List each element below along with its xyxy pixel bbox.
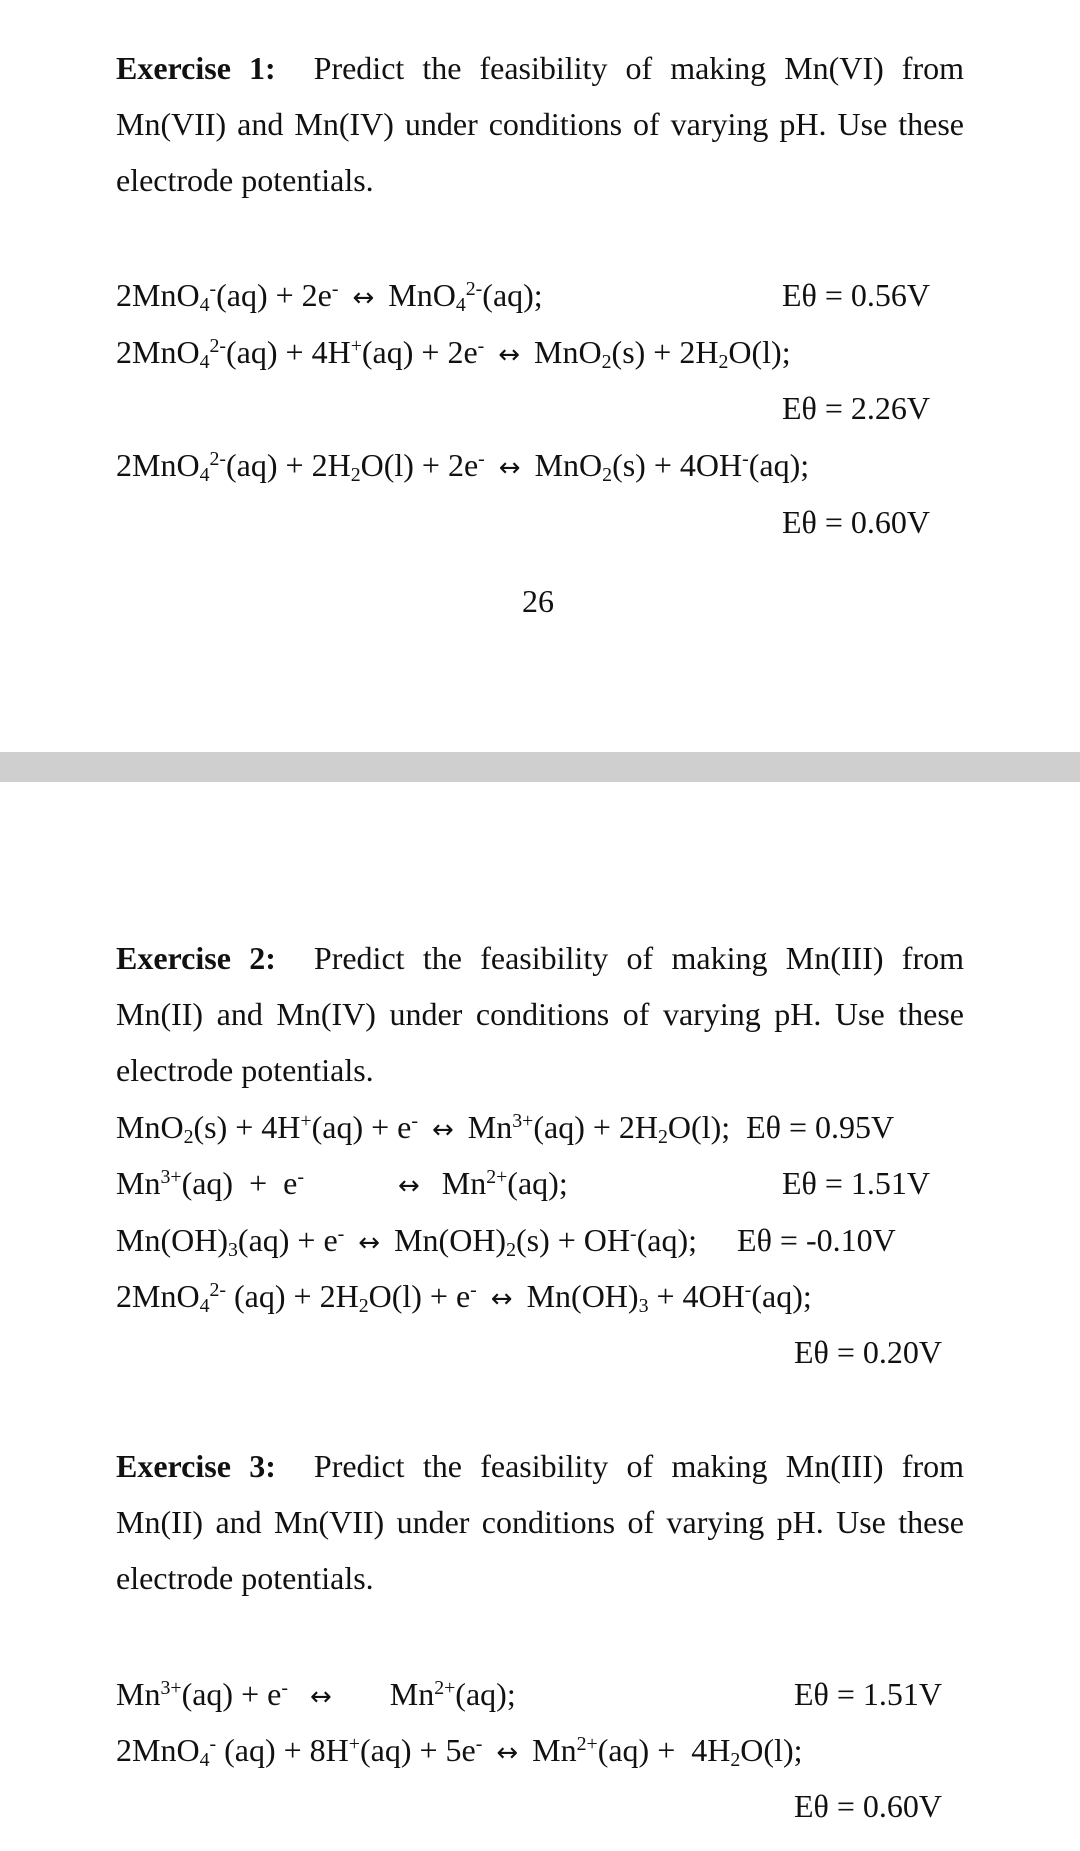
exercise-2-line-1: Exercise 2: Predict the feasibility of making Mn(III) from — [116, 940, 965, 976]
exercise-1-line-2: Mn(VII) and Mn(IV) under conditions of varying pH. Use these — [116, 106, 964, 142]
exercise-1-potential-2: Eθ = 2.26V — [781, 390, 930, 426]
exercise-2-potential-1: Eθ = 0.95V — [746, 1109, 895, 1145]
exercise-1-equation-3: $2MnO_4^{2-}(aq) + 2H_2O(l) + 2e^-$ ↔ MnO$_2$(s) + 4OH-(aq); — [116, 447, 810, 486]
exercise-3-potential-2: Eθ = 0.60V — [793, 1788, 942, 1824]
exercise-1-potential-1: Eθ = 0.56V — [781, 277, 930, 313]
exercise-2-label: Exercise 2: — [116, 940, 276, 976]
exercise-3-line-3: electrode potentials. — [116, 1560, 374, 1596]
exercise-2-equation-4: 2MnO$_4^{2-}$ $(aq) + 2H_2O(l) + e^-$ ↔ $Mn(OH)_3 + 4OH^-(aq)$; — [116, 1278, 812, 1317]
exercise-3-potential-1: Eθ = 1.51V — [793, 1676, 942, 1712]
exercise-1-prompt — [116, 40, 964, 208]
exercise-2-line-3: electrode potentials. — [116, 1052, 374, 1088]
exercise-2-potential-4: Eθ = 0.20V — [793, 1334, 942, 1370]
exercise-2-line-2: Mn(II) and Mn(IV) under conditions of varying pH. Use these — [116, 996, 964, 1032]
exercise-1-line-1: Exercise 1: Predict the feasibility of making Mn(VI) from — [116, 50, 965, 86]
exercise-3-equation-2: 2MnO$_4$- (aq) + 8H+(aq) + 5e- ↔ $Mn^{2+}(aq) + 4H_2O(l)$; — [116, 1732, 803, 1771]
exercise-1-potential-3: Eθ = 0.60V — [781, 504, 930, 540]
page-top — [0, 0, 1080, 752]
exercise-2-equation-3: $Mn(OH)_3(aq) + e^-$ ↔ $Mn(OH)_2(s) + OH^-(aq)$; Eθ = -0.10V — [116, 1222, 896, 1261]
exercise-1-equation-1: 2MnO$_4$-(aq) + 2e- ↔ MnO$_4^{2-}$(aq); — [116, 277, 543, 316]
page-divider — [0, 752, 1080, 782]
exercise-3-line-1: Exercise 3: Predict the feasibility of making Mn(III) from — [116, 1448, 965, 1484]
exercise-2-prompt — [116, 930, 964, 1098]
exercise-1-label: Exercise 1: — [116, 50, 276, 86]
exercise-3-prompt — [116, 1438, 964, 1606]
page-number: 26 — [522, 583, 554, 619]
exercise-1-line-3: electrode potentials. — [116, 162, 374, 198]
exercise-3-equation-1: $Mn^{3+}(aq) + e^-$ ↔ $Mn^{2+}(aq)$; — [116, 1676, 516, 1712]
exercise-2-equation-1: MnO$_2$(s) + 4H+(aq) + e- ↔ $Mn^{3+}(aq) + 2H_2O(l)$; Eθ = 0.95V — [116, 1109, 895, 1148]
exercise-2-equation-2: $Mn^{3+}(aq) + e^-$ ↔ $Mn^{2+}(aq)$; — [116, 1165, 568, 1201]
exercise-3-line-2: Mn(II) and Mn(VII) under conditions of varying pH. Use these — [116, 1504, 964, 1540]
exercise-3-label: Exercise 3: — [116, 1448, 276, 1484]
exercise-2-potential-3: Eθ = -0.10V — [737, 1222, 896, 1258]
exercise-1-equation-2: 2MnO$_4^{2-}$(aq) + 4H+(aq) + 2e- ↔ $MnO_2(s) + 2H_2O(l)$; — [116, 334, 791, 373]
exercise-2-potential-2: Eθ = 1.51V — [781, 1165, 930, 1201]
page-bottom — [0, 782, 1080, 1851]
